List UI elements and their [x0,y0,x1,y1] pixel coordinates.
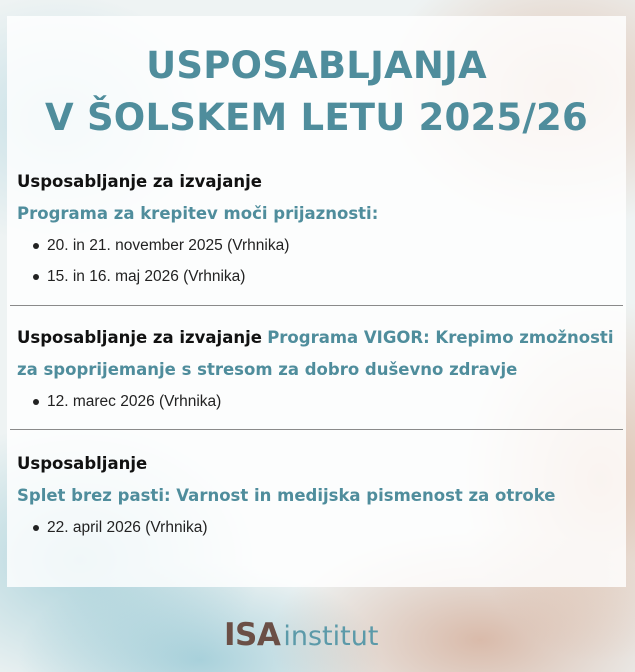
logo-word: institut [283,621,379,652]
program-name-continued: za spoprijemanje s stresom za dobro duševno zdravje [17,360,518,379]
title-line-1: USPOSABLJANJA [146,44,487,87]
date-item: 15. in 16. maj 2026 (Vrhnika) [47,261,617,292]
section-divider [10,305,623,306]
content-card [7,16,626,587]
date-list [17,386,617,417]
training-section-vigor [17,322,617,417]
page-title [7,40,626,144]
training-section-kindness [17,166,617,292]
training-section-online-safety [17,448,617,543]
date-item: 12. marec 2026 (Vrhnika) [47,386,617,417]
section-divider [10,429,623,430]
date-item: 22. april 2026 (Vrhnika) [47,512,617,543]
program-name: Programa za krepitev moči prijaznosti: [17,204,379,223]
date-list [17,512,617,543]
title-line-2: V ŠOLSKEM LETU 2025/26 [45,96,588,139]
date-item: 20. in 21. november 2025 (Vrhnika) [47,230,617,261]
isa-institut-logo [224,617,378,657]
section-intro: Usposabljanje [17,454,148,473]
program-name: Splet brez pasti: Varnost in medijska pismenost za otroke [17,486,556,505]
section-intro: Usposabljanje za izvajanje [17,328,262,347]
logo-mark: ISA [224,617,281,653]
program-name: Programa VIGOR: Krepimo zmožnosti [267,328,614,347]
section-intro: Usposabljanje za izvajanje [17,172,262,191]
date-list [17,230,617,292]
